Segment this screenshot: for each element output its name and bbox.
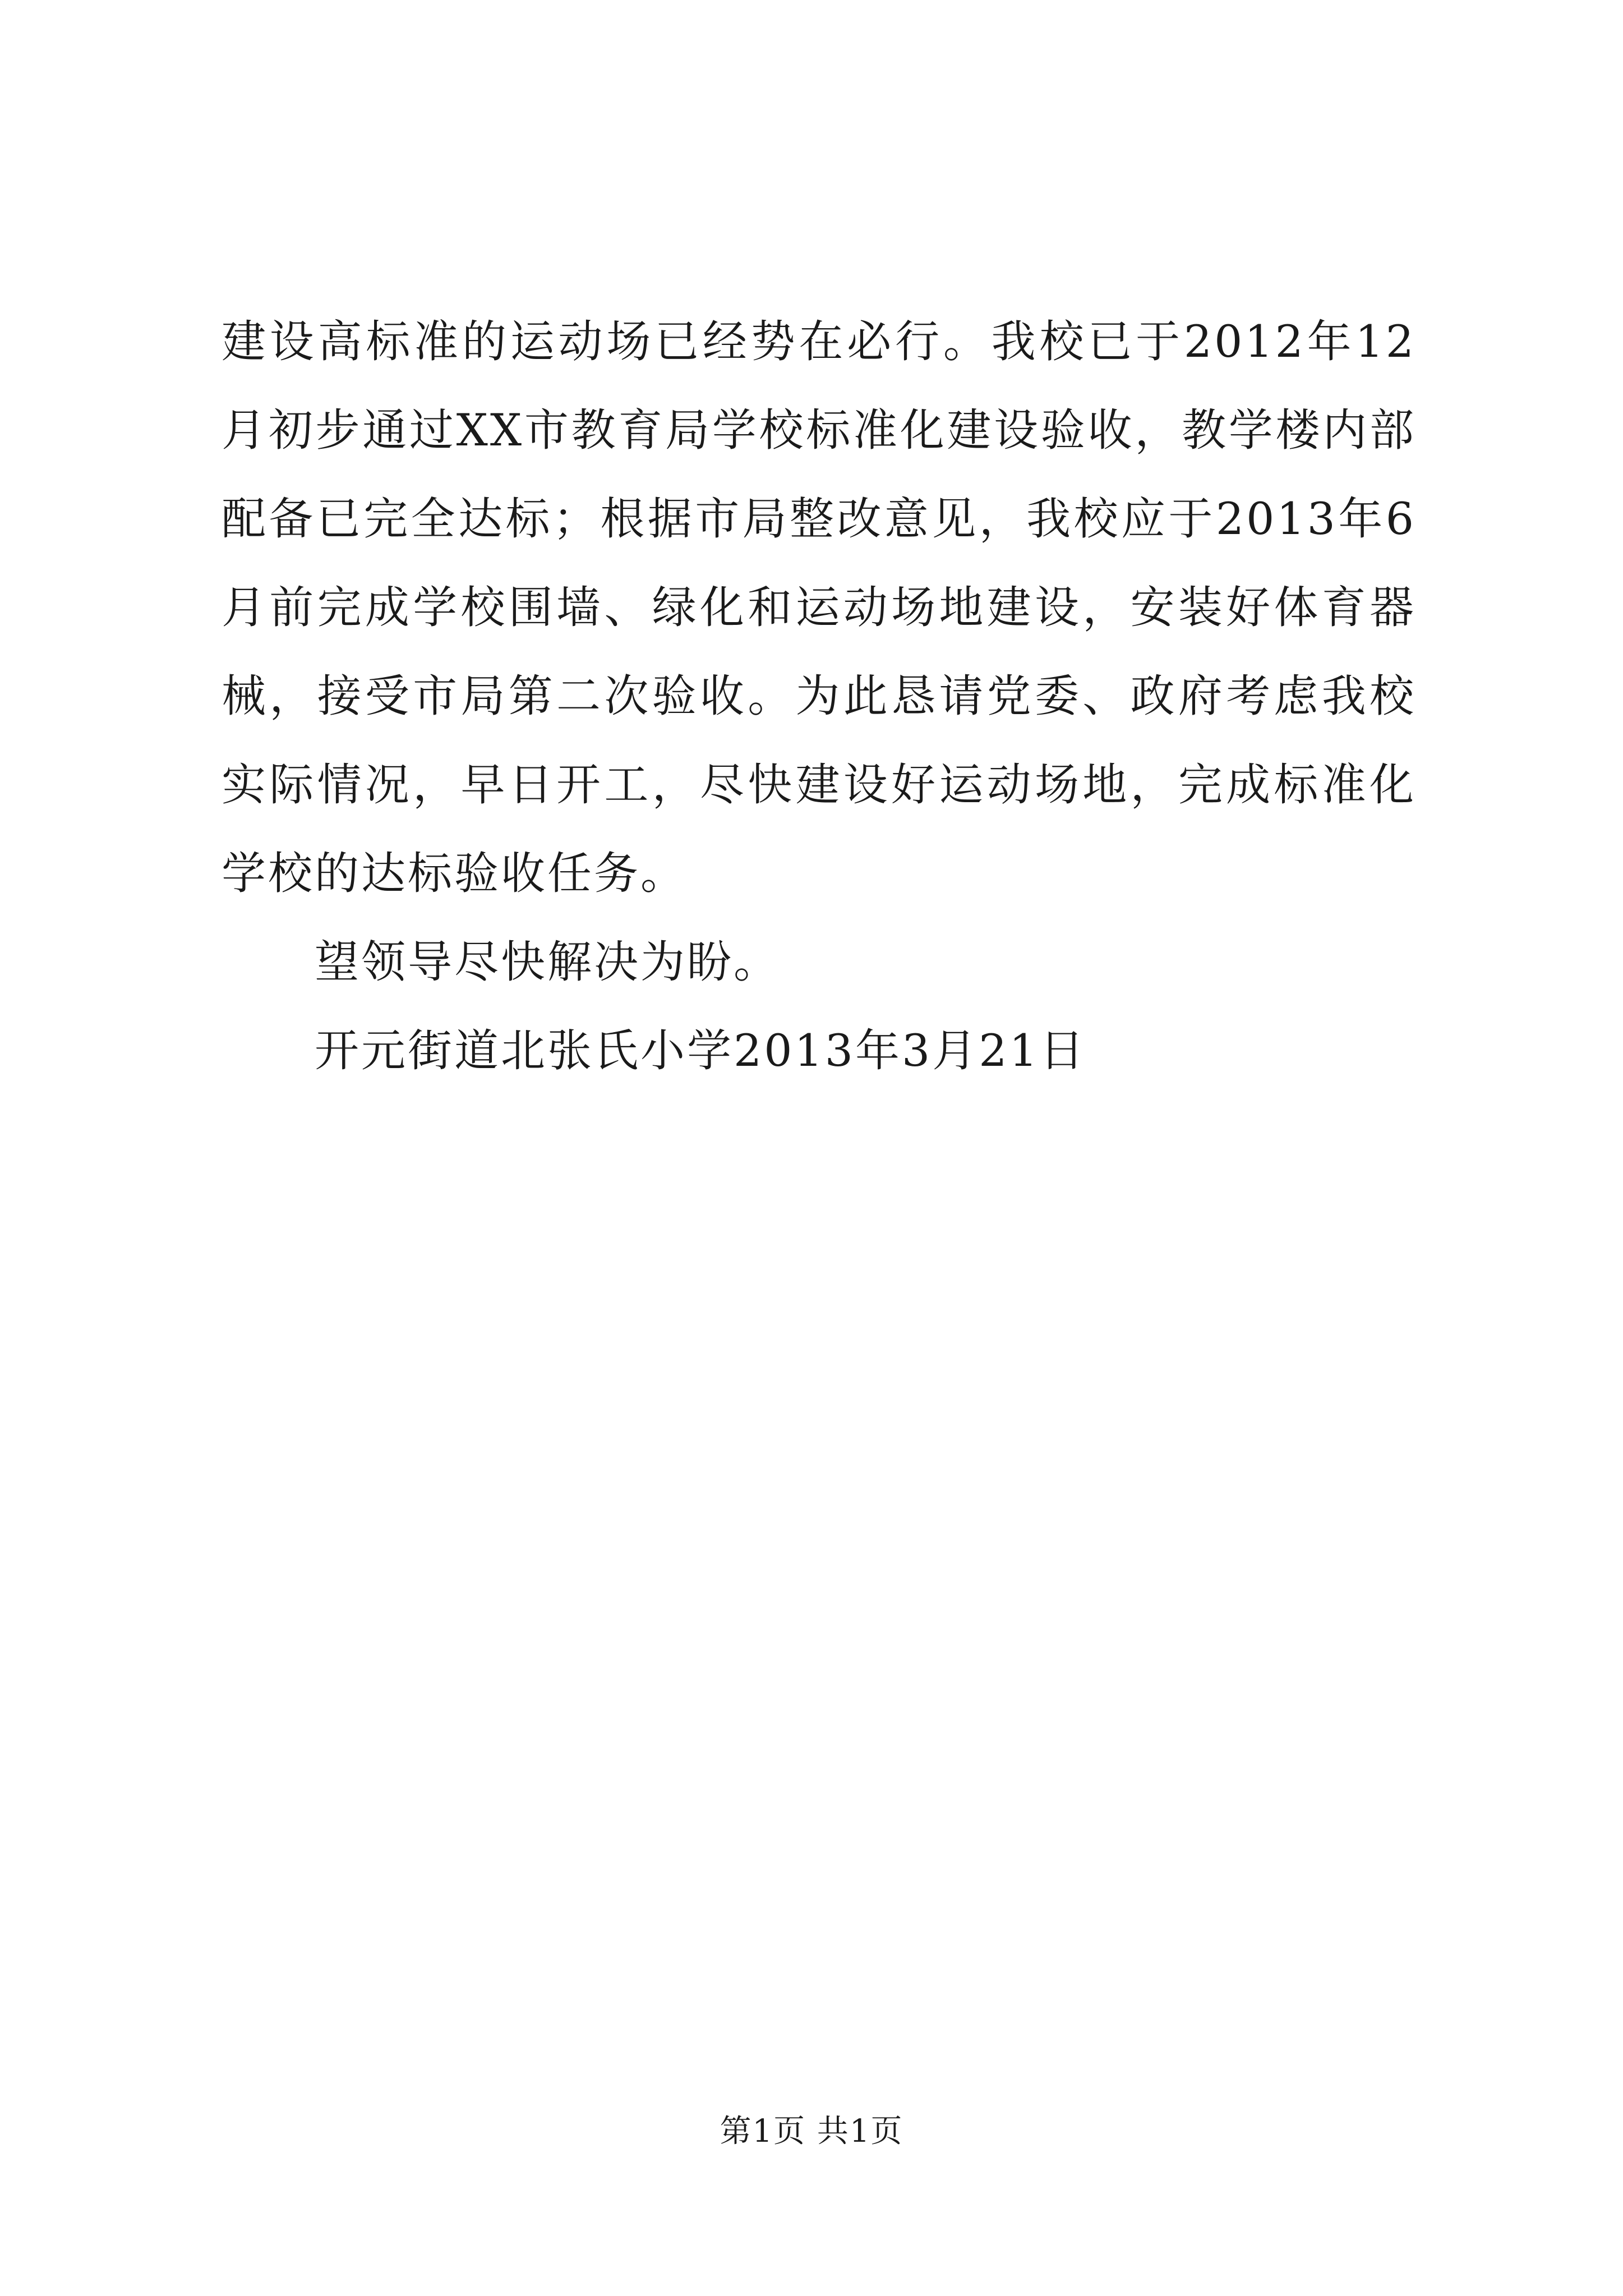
page-footer: 第1页 共1页 (720, 2113, 903, 2150)
document-body (222, 297, 1416, 1095)
body-paragraph-closing: 望领导尽快解决为盼。 (315, 936, 780, 988)
signature-and-date: 开元街道北张氏小学2013年3月21日 (315, 1025, 1086, 1076)
body-paragraph-request: 建设高标准的运动场已经势在必行。我校已于2012年12月初步通过XX市教育局学校标准化建设验收，教学楼内部配备已完全达标；根据市局整改意见，我校应于2013年6月前完成学校围墙、绿化和运动场地建设，安装好体育器械，接受市局第二次验收。为此恳请党委、政府考虑我校实际情况，早日开工，尽快建设好运动场地，完成标准化学校的达标验收任务。 (222, 316, 1416, 899)
